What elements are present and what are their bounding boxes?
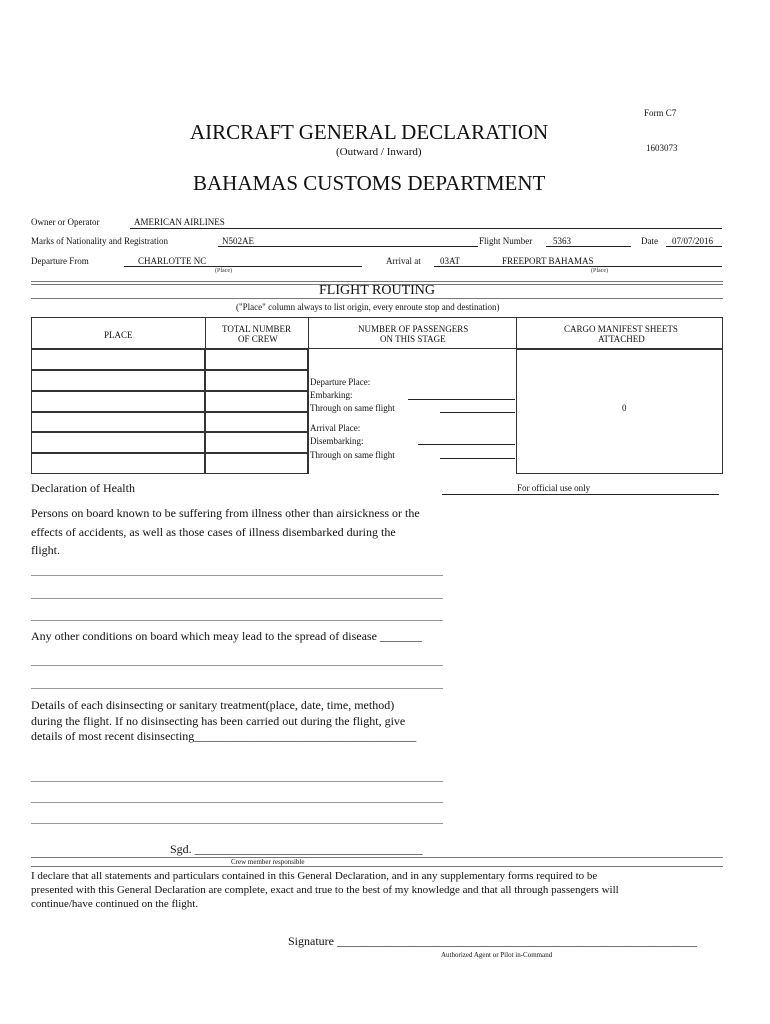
crew-signature-line[interactable]: Sgd. ______________________________________ [170, 842, 423, 856]
disembarking-field[interactable] [418, 444, 515, 445]
departure-value: CHARLOTTE NC [138, 256, 207, 266]
place-cell[interactable] [31, 370, 205, 391]
column-divider [308, 317, 309, 349]
date-label: Date [641, 236, 658, 246]
health-question-2: Any other conditions on board which meay lead to the spread of disease _______ [31, 629, 422, 643]
signature-line[interactable]: Signature ____________________________________________________________ [288, 934, 697, 948]
crew-caption: Crew member responsible [231, 858, 305, 866]
embarking-label: Embarking: [310, 390, 353, 400]
arrival-label: Arrival at [386, 256, 421, 266]
departure-caption: (Place) [215, 268, 232, 274]
health-question-1-line3: flight. [31, 543, 60, 557]
health-question-1-line2: effects of accidents, as well as those cases of illness disembarked during the [31, 525, 396, 539]
header-cargo-line2: ATTACHED [598, 334, 645, 344]
arrival-value: FREEPORT BAHAMAS [502, 256, 594, 266]
answer-line[interactable] [31, 620, 443, 621]
crew-cell[interactable] [205, 412, 308, 432]
through-label: Through on same flight [310, 450, 395, 460]
flight-number-field[interactable] [546, 246, 631, 247]
date-value: 07/07/2016 [672, 236, 714, 246]
divider-line [31, 857, 723, 858]
answer-line[interactable] [31, 665, 443, 666]
official-use-field [442, 494, 719, 495]
answer-line[interactable] [31, 598, 443, 599]
flight-number-value: 5363 [553, 236, 571, 246]
page-subtitle: (Outward / Inward) [336, 146, 422, 158]
header-crew-line1: TOTAL NUMBER [222, 324, 292, 334]
answer-line[interactable] [31, 802, 443, 803]
official-use-label: For official use only [517, 483, 591, 493]
column-divider [205, 317, 206, 349]
declaration-line-2: presented with this General Declaration are complete, exact and true to the best of my knowledge and that all through passengers will [31, 884, 619, 896]
marks-label: Marks of Nationality and Registration [31, 236, 168, 246]
crew-cell[interactable] [205, 453, 308, 474]
document-number: 1603073 [646, 143, 678, 153]
through-label: Through on same flight [310, 403, 395, 413]
departure-field[interactable] [124, 266, 362, 267]
embarking-field[interactable] [408, 399, 515, 400]
declaration-line-1: I declare that all statements and particulars contained in this General Declaration, and in any supplementary forms required to be [31, 870, 598, 882]
arrival-caption: (Place) [591, 268, 608, 274]
column-divider [308, 349, 309, 474]
cargo-cell[interactable] [516, 349, 723, 474]
disembarking-label: Disembarking: [310, 436, 364, 446]
form-code: Form C7 [644, 108, 677, 118]
arrival-place-label: Arrival Place: [310, 423, 361, 433]
crew-cell[interactable] [205, 432, 308, 453]
health-question-1: Persons on board known to be suffering from illness other than airsickness or the [31, 506, 420, 520]
owner-label: Owner or Operator [31, 217, 100, 227]
crew-cell[interactable] [205, 349, 308, 370]
header-pax-line1: NUMBER OF PASSENGERS [358, 324, 469, 334]
arrival-time: 03AT [440, 256, 460, 266]
place-cell[interactable] [31, 432, 205, 453]
column-divider [516, 317, 517, 349]
divider-line [31, 298, 723, 299]
flight-number-label: Flight Number [479, 236, 533, 246]
answer-line[interactable] [31, 781, 443, 782]
departure-place-label: Departure Place: [310, 377, 371, 387]
owner-field[interactable] [130, 228, 722, 229]
declaration-line-3: continue/have continued on the flight. [31, 898, 199, 910]
departure-label: Departure From [31, 256, 89, 266]
answer-line[interactable] [31, 823, 443, 824]
marks-field[interactable] [218, 246, 478, 247]
place-cell[interactable] [31, 412, 205, 432]
date-field[interactable] [666, 246, 722, 247]
through-field[interactable] [440, 412, 515, 413]
signature-caption: Authorized Agent or Pilot in-Command [441, 951, 553, 959]
cargo-value: 0 [622, 403, 627, 413]
through-field[interactable] [440, 458, 515, 459]
page-title: AIRCRAFT GENERAL DECLARATION [190, 120, 549, 144]
crew-cell[interactable] [205, 391, 308, 412]
health-title: Declaration of Health [31, 481, 135, 495]
divider-line [31, 281, 723, 282]
place-cell[interactable] [31, 391, 205, 412]
health-question-3-line3: details of most recent disinsecting_____________________________________ [31, 729, 417, 743]
answer-line[interactable] [31, 688, 443, 689]
department-title: BAHAMAS CUSTOMS DEPARTMENT [193, 171, 546, 195]
owner-value: AMERICAN AIRLINES [134, 217, 225, 227]
header-cargo-line1: CARGO MANIFEST SHEETS [564, 324, 678, 334]
crew-cell[interactable] [205, 370, 308, 391]
answer-line[interactable] [31, 575, 443, 576]
header-pax-line2: ON THIS STAGE [380, 334, 446, 344]
routing-title: FLIGHT ROUTING [319, 283, 436, 298]
place-cell[interactable] [31, 349, 205, 370]
divider-line [31, 866, 723, 867]
health-question-3-line2: during the flight. If no disinsecting has been carried out during the flight, give [31, 714, 406, 728]
arrival-field[interactable] [434, 266, 722, 267]
header-crew-line2: OF CREW [238, 334, 278, 344]
routing-note: ("Place" column always to list origin, every enroute stop and destination) [236, 302, 500, 312]
marks-value: N502AE [222, 236, 254, 246]
place-cell[interactable] [31, 453, 205, 474]
health-question-3: Details of each disinsecting or sanitary treatment(place, date, time, method) [31, 698, 395, 712]
header-place: PLACE [104, 330, 133, 340]
